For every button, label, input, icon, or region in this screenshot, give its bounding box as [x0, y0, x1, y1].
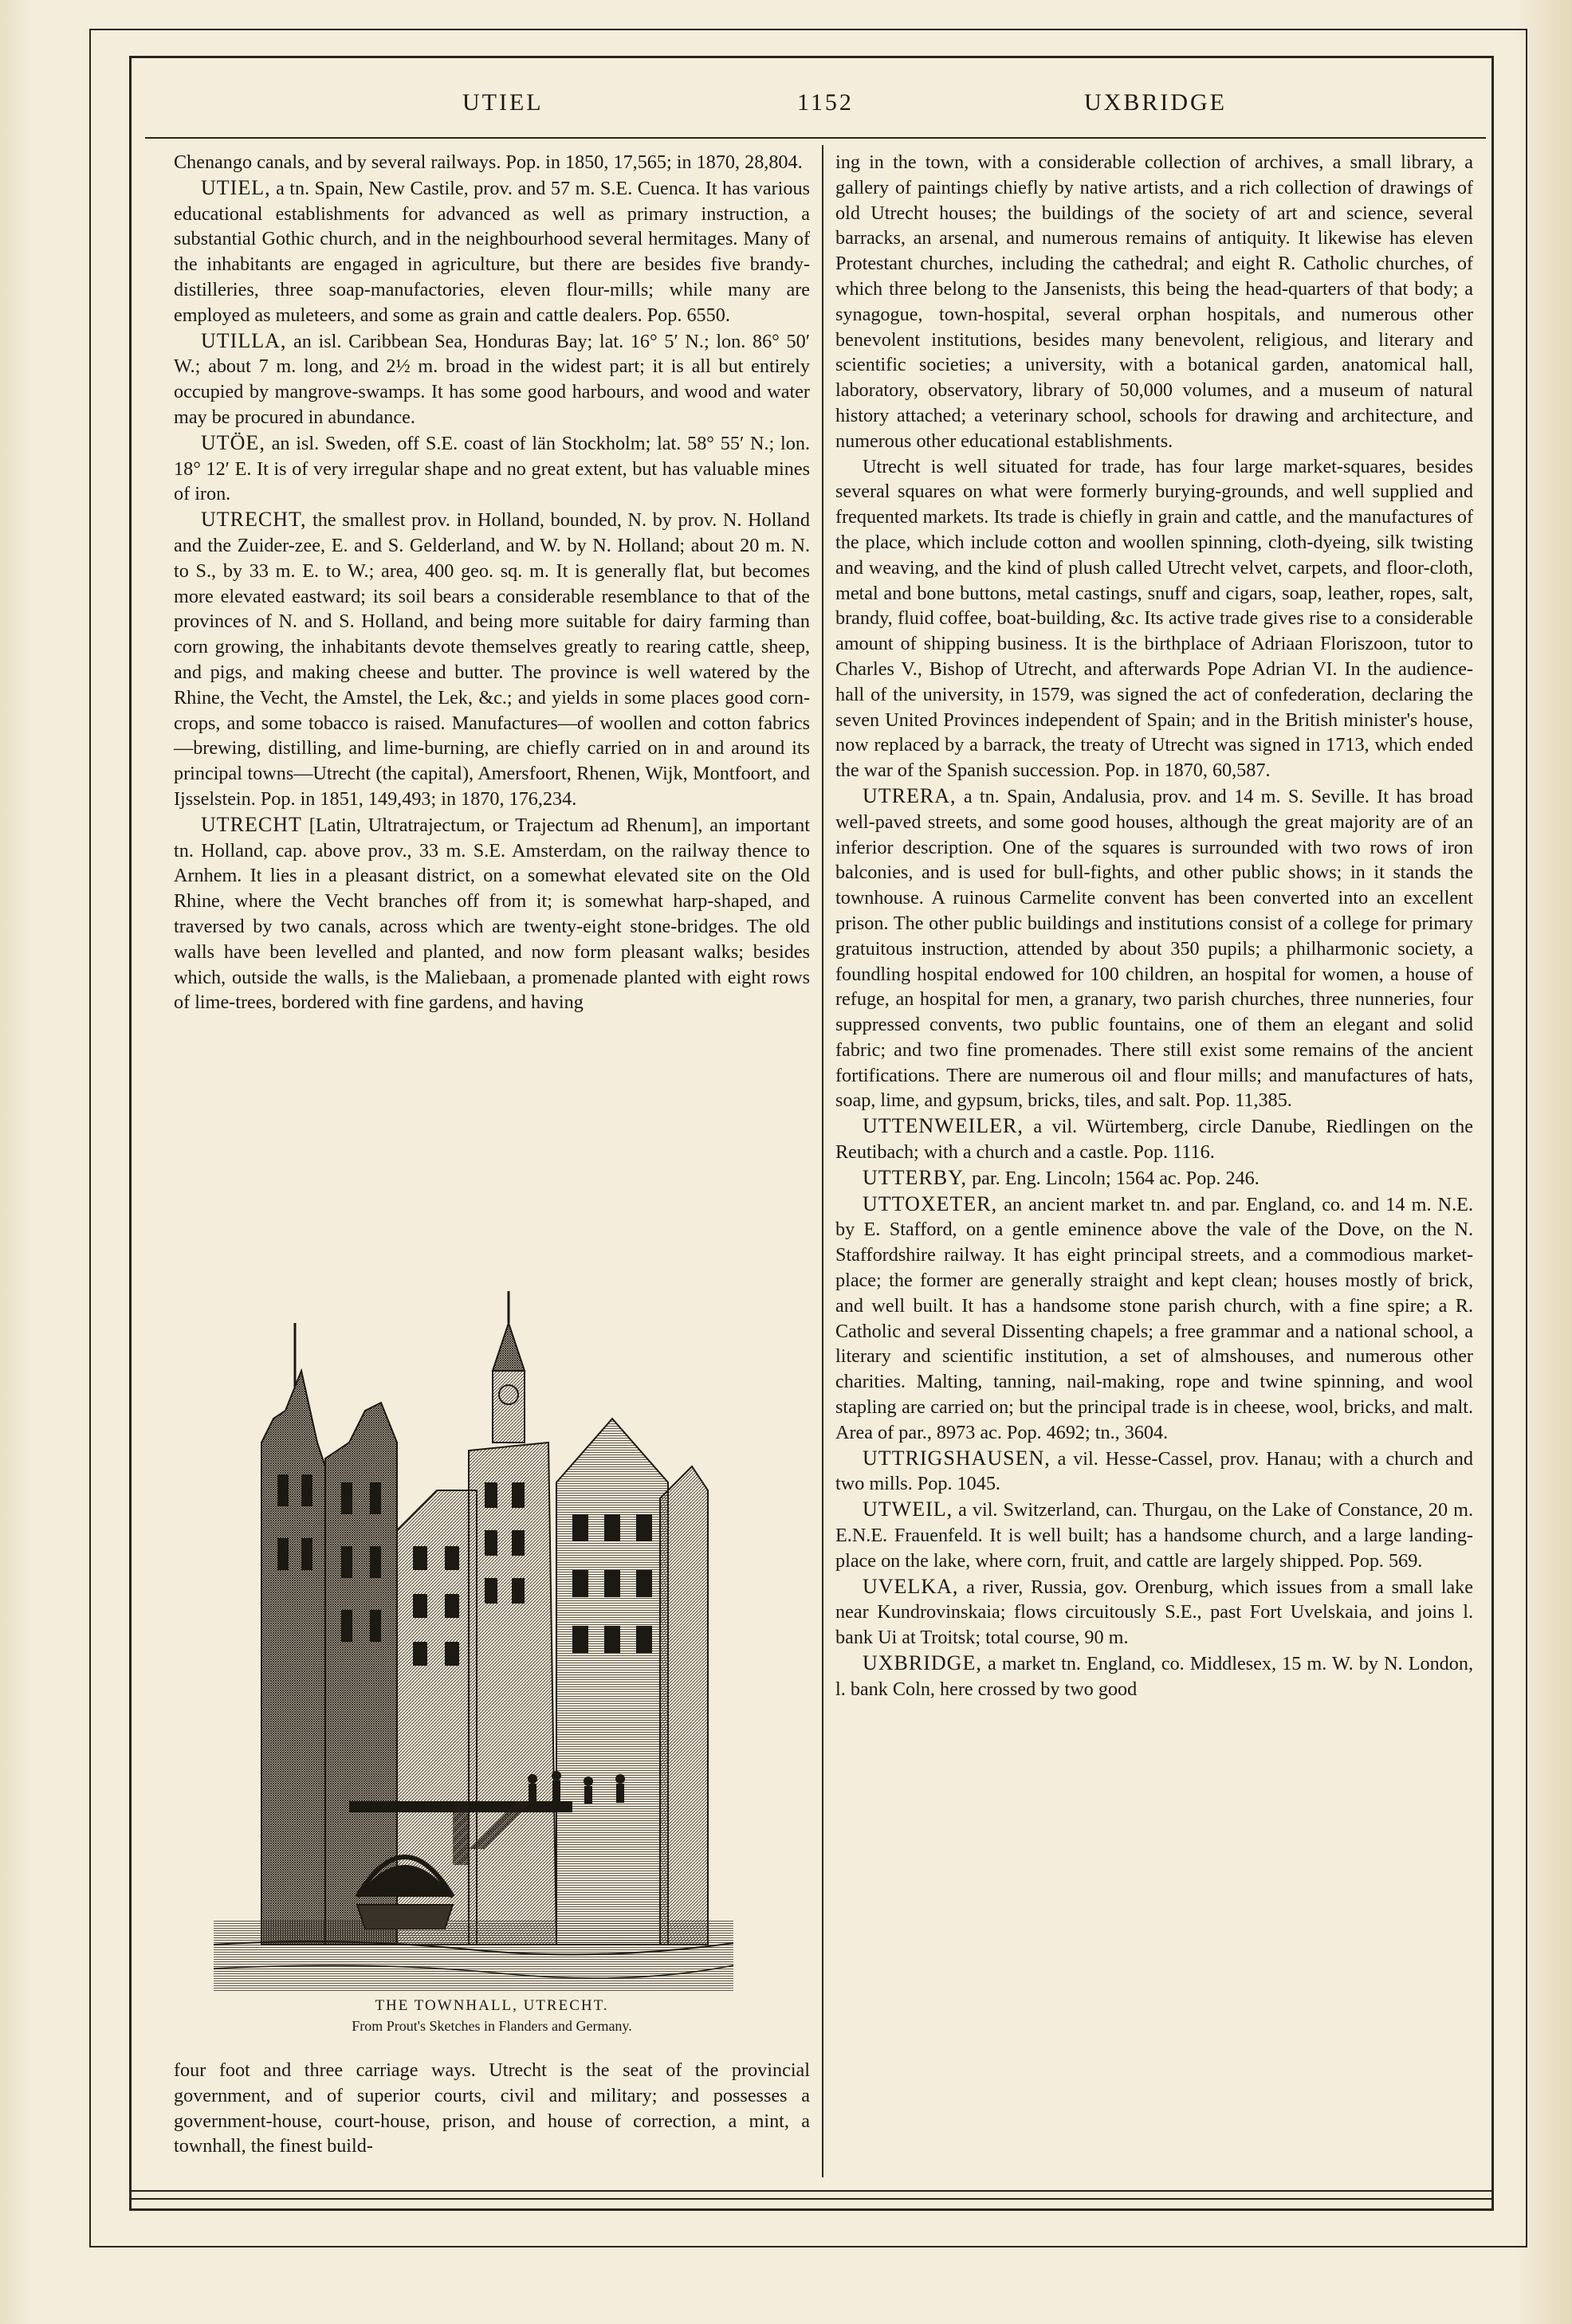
gazetteer-entry — [835, 150, 1473, 454]
gazetteer-entry — [835, 1191, 1473, 1446]
gazetteer-entry — [174, 812, 810, 1015]
bottom-rule — [129, 2190, 1494, 2192]
running-head-left: UTIEL — [462, 89, 544, 116]
entry-text: a tn. Spain, New Castile, prov. and 57 m. S.E. Cuenca. It has various educational establishments for advanced as well as primary instruction, a substantial Gothic church, and in the neighbourhood several hermitages. Many of the inhabitants are engaged in agriculture, but there are besides five brandy-distilleries, three soap-manufactories, eleven flour-mills; while many are employed as muleteers, and some as grain and cattle dealers. Pop. 6550. — [174, 177, 810, 326]
gazetteer-entry — [174, 328, 810, 430]
gazetteer-entry — [835, 1446, 1473, 1498]
entry-text: par. Eng. Lincoln; 1564 ac. Pop. 246. — [967, 1167, 1260, 1189]
gazetteer-entry — [174, 175, 810, 328]
running-head — [143, 89, 1483, 137]
entry-text: the smallest prov. in Holland, bounded, N. by prov. N. Holland and the Zuider-zee, E. and S. Gelderland, and W. by N. Holland; about 20 m. N. to S., by 33 m. E. to W.; area, 400 geo. sq. m. It is generally flat, but becomes more elevated eastward; its soil bears a considerable resemblance to that of the provinces of N. and S. Holland, and being more suitable for dairy farming than corn growing, the inhabitants devote themselves greatly to rearing cattle, sheep, and pigs, and making cheese and butter. The province is well watered by the Rhine, the Vecht, the Amstel, the Lek, &c.; and yields in some places good corn-crops, and some tobacco is raised. Manufactures—of woollen and cotton fabrics—brewing, distilling, and lime-burning, are chiefly carried on in and around its principal towns—Utrecht (the capital), Amersfoort, Rhenen, Wijk, Montfoort, and Ijsselstein. Pop. in 1851, 149,493; in 1870, 176,234. — [174, 509, 810, 810]
entry-text: an ancient market tn. and par. England, co. and 14 m. N.E. by E. Stafford, on a gentle eminence above the vale of the Dove, on the N. Staffordshire railway. It has eight principal streets, and a commodious market-place; the former are generally straight and kept clean; houses mostly of brick, and well built. It has a handsome stone parish church, with a fine spire; a R. Catholic and several Dissenting chapels; a free grammar and a national school, a literary and scientific institution, a set of almshouses, and numerous other charities. Malting, tanning, nail-making, rope and twine spinning, and wool stapling are carried on; but the principal trade is in cheese, wool, bricks, and malt. Area of par., 8973 ac. Pop. 4692; tn., 3604. — [835, 1193, 1473, 1443]
gazetteer-entry — [835, 454, 1473, 783]
page-number: 1152 — [797, 89, 854, 116]
entry-text: a vil. Würtemberg, circle Danube, Riedlingen on the Reutibach; with a church and a castle. Pop. 1116. — [835, 1116, 1473, 1164]
gazetteer-entry — [835, 1113, 1473, 1165]
gazetteer-entry — [174, 2058, 810, 2159]
entry-headword: UTRECHT, — [201, 508, 307, 532]
gazetteer-entry — [835, 1574, 1473, 1651]
entry-headword: UVELKA, — [863, 1574, 959, 1598]
entry-text: an isl. Sweden, off S.E. coast of län Stockholm; lat. 58° 55′ N.; lon. 18° 12′ E. It is of very irregular shape and no great extent, but has valuable mines of iron. — [174, 432, 810, 505]
entry-text: a tn. Spain, Andalusia, prov. and 14 m. S. Seville. It has broad well-paved streets, and some good houses, although the great majority are of an inferior description. One of the squares is surrounded with two rows of iron balconies, and is used for bull-fights, and other public shows; in it stands the townhouse. A ruinous Carmelite convent has been converted into an excellent prison. The other public buildings and institutions consist of a college for primary gratuitous instruction, attended by about 350 pupils; a philharmonic society, a foundling hospital endowed for 100 children, an hospital for women, a house of refuge, an hospital for men, a granary, two parish churches, three nunneries, four suppressed convents, two public fountains, one of them an elegant and solid fabric; and two fine promenades. There still exist some remains of the ancient fortifications. There are numerous oil and flour mills; and manufactures of hats, soap, lime, and gypsum, bricks, tiles, and salt. Pop. 11,385. — [835, 785, 1473, 1112]
gazetteer-entry — [174, 430, 810, 507]
bottom-rule-double — [129, 2198, 1494, 2200]
entry-headword: UTILLA, — [201, 328, 287, 352]
caption-source: From Prout's Sketches in Flanders and Germany. — [352, 2018, 632, 2034]
gazetteer-entry — [835, 1497, 1473, 1573]
entry-headword: UTTRIGSHAUSEN, — [863, 1446, 1051, 1470]
entry-headword: UTTOXETER, — [863, 1191, 998, 1215]
entry-headword: UTRECHT — [201, 812, 302, 836]
entry-text: a vil. Hesse-Cassel, prov. Hanau; with a church and two mills. Pop. 1045. — [835, 1447, 1473, 1495]
gazetteer-entry — [174, 150, 810, 175]
right-column — [835, 150, 1473, 1702]
entry-text: an isl. Caribbean Sea, Honduras Bay; lat. 16° 5′ N.; lon. 86° 50′ W.; about 7 m. long, and 2½ m. broad in the widest part; it is all but entirely occupied by mangrove-swamps. It has some good harbours, and wood and water may be procured in abundance. — [174, 330, 810, 428]
entry-headword: UTTENWEILER, — [863, 1114, 1024, 1138]
entry-headword: UTWEIL, — [863, 1498, 953, 1521]
figure-caption — [174, 1997, 810, 2035]
entry-headword: UTÖE, — [201, 430, 265, 454]
entry-text: Chenango canals, and by several railways. Pop. in 1850, 17,565; in 1870, 28,804. — [174, 151, 803, 173]
townhall-engraving — [214, 1291, 733, 1992]
entry-text: four foot and three carriage ways. Utrecht is the seat of the provincial government, and of superior courts, civil and military; and possesses a government-house, court-house, prison, and house of correction, a mint, a townhall, the finest build- — [174, 2059, 810, 2157]
gazetteer-entry — [835, 783, 1473, 1113]
left-column-top — [174, 150, 810, 1015]
gazetteer-entry — [835, 1651, 1473, 1702]
entry-text: a market tn. England, co. Middlesex, 15 m. W. by N. London, l. bank Coln, here crossed by two good — [835, 1653, 1473, 1700]
entry-text: a vil. Switzerland, can. Thurgau, on the Lake of Constance, 20 m. E.N.E. Frauenfeld. It is well built; has a handsome church, and a large landing-place on the lake, where corn, fruit, and cattle are largely shipped. Pop. 569. — [835, 1499, 1473, 1572]
entry-text: [Latin, Ultratrajectum, or Trajectum ad Rhenum], an important tn. Holland, cap. above prov., 33 m. S.E. Amsterdam, on the railway thence to Arnhem. It lies in a pleasant district, on a somewhat elevated site on the Old Rhine, where the Vecht branches off from it; is somewhat harp-shaped, and traversed by two canals, across which are twenty-eight stone-bridges. The old walls have been levelled and planted, and now form pleasant walks; besides which, outside the walls, is the Maliebaan, a promenade planted with eight rows of lime-trees, bordered with fine gardens, and having — [174, 814, 810, 1014]
gazetteer-entry — [174, 507, 810, 812]
left-column-bottom — [174, 2058, 810, 2159]
entry-headword: UTTERBY, — [863, 1165, 968, 1189]
caption-title: THE TOWNHALL, UTRECHT. — [375, 1997, 609, 2014]
entry-headword: UTIEL, — [201, 175, 271, 199]
engraving-illustration — [214, 1291, 733, 1992]
running-head-right: UXBRIDGE — [1084, 89, 1227, 116]
entry-headword: UXBRIDGE, — [863, 1651, 982, 1675]
entry-text: ing in the town, with a considerable collection of archives, a small library, a gallery of paintings chiefly by native artists, and a rich collection of drawings of old Utrecht houses; the buildings of the society of art and science, several barracks, an arsenal, and numerous remains of antiquity. It likewise has eleven Protestant churches, including the cathedral; and eight R. Catholic churches, of which three belong to the Jansenists, this being the head-quarters of that body; a synagogue, town-hospital, several orphan hospitals, and numerous other benevolent institutions, besides many benevolent, religious, and literary and scientific societies; a university, with a botanical garden, anatomical hall, laboratory, observatory, library of 50,000 volumes, and a museum of natural history attached; a veterinary school, schools for drawing and architecture, and numerous other educational establishments. — [835, 151, 1473, 452]
column-divider — [822, 145, 823, 2177]
gazetteer-entry — [835, 1165, 1473, 1191]
entry-text: Utrecht is well situated for trade, has four large market-squares, besides several squares on what were formerly burying-grounds, and well supplied and frequented markets. Its trade is chiefly in grain and cattle, and the manufactures of the place, which include cotton and woollen spinning, cloth-dyeing, silk twisting and weaving, and the kind of plush called Utrecht velvet, carpets, and floor-cloth, metal and bone buttons, metal castings, snuff and cigars, soap, leather, ropes, salt, brandy, fluid coffee, boat-building, &c. Its active trade gives rise to a considerable amount of shipping business. It is the birthplace of Adriaan Floriszoon, tutor to Charles V., Bishop of Utrecht, and afterwards Pope Adrian VI. In the audience-hall of the university, in 1579, was signed the act of confederation, declaring the seven United Provinces independent of Spain; and in the British minister's house, now replaced by a barrack, the treaty of Utrecht was signed in 1713, which ended the war of the Spanish succession. Pop. in 1870, 60,587. — [835, 455, 1473, 782]
entry-headword: UTRERA, — [863, 783, 957, 807]
header-rule — [145, 137, 1486, 139]
entry-text: a river, Russia, gov. Orenburg, which issues from a small lake near Kundrovinskaia; flows circuitously S.E., past Fort Uvelskaia, and joins l. bank Ui at Troitsk; total course, 90 m. — [835, 1576, 1473, 1649]
